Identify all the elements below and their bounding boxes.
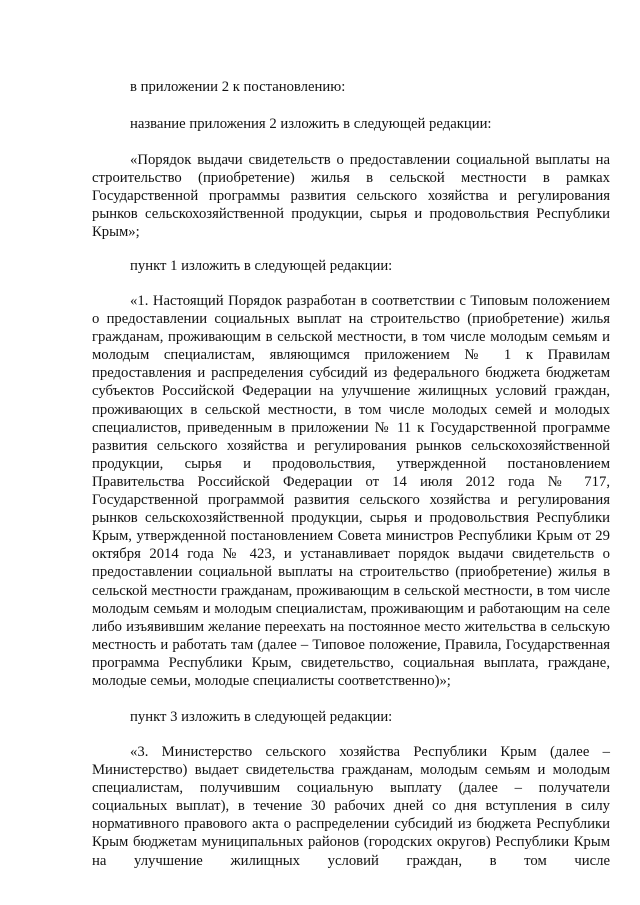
paragraph-point-1-instruction: пункт 1 изложить в следующей редакции: xyxy=(130,258,393,274)
paragraph-point-3-text: «3. Министерство сельского хозяйства Республики Крым (далее – Министерство) выдает свидетельства гражданам, молодым семьям и молодым специалистам, получившим социальную выплату (далее – получатели социальных выплат), в течение 30 рабочих дней со дня вступления в силу нормативного правового акта о распределении субсидий из бюджета Республики Крым бюджетам муниципальных районов (городских округов) Республики Крым на улучшение жилищных условий граждан, в том числе xyxy=(92,744,610,869)
paragraph-appendix-2-intro: в приложении 2 к постановлению: xyxy=(130,79,346,95)
paragraph-title-change-instruction: название приложения 2 изложить в следующей редакции: xyxy=(130,116,492,132)
paragraph-point-3-instruction: пункт 3 изложить в следующей редакции: xyxy=(130,709,393,725)
paragraph-point-1-text: «1. Настоящий Порядок разработан в соответствии с Типовым положением о предоставлении социальных выплат на строительство (приобретение) жилья гражданам, проживающим в сельской местности, в том числе молодым семьям и молодым специалистам, являющимся приложением № 1 к Правилам предоставления и распределения субсидий из федерального бюджета бюджетам субъектов Российской Федерации на улучшение жилищных условий граждан, проживающих в сельской местности, в том числе молодых семей и молодых специалистов, приведенным в приложении № 11 к Государственной программе развития сельского хозяйства и регулирования рынков сельскохозяйственной продукции, сырья и продовольствия, утвержденной постановлением Правительства Российской Федерации от 14 июля 2012 года № 717, Государственной программой развития сельского хозяйства и регулирования рынков сельскохозяйственной продукции, сырья и продовольствия Республики Крым, утвержденной постановлением Совета министров Республики Крым от 29 октября 2014 года № 423, и устанавливает порядок выдачи свидетельств о предоставлении социальной выплаты на строительство (приобретение) жилья в сельской местности гражданам, проживающим в сельской местности, в том числе молодым семьям и молодым специалистам, проживающим и работающим на селе либо изъявившим желание переехать на постоянное место жительства в сельскую местность и работать там (далее – Типовое положение, Правила, Государственная программа Республики Крым, свидетельство, социальная выплата, граждане, молодые семьи, молодые специалисты соответственно)»; xyxy=(92,293,610,689)
paragraph-new-appendix-title: «Порядок выдачи свидетельств о предоставлении социальной выплаты на строительство (приобретение) жилья в сельской местности в рамках Государственной программы развития сельского хозяйства и регулирования рынков сельскохозяйственной продукции, сырья и продовольствия Республики Крым»; xyxy=(92,152,610,241)
